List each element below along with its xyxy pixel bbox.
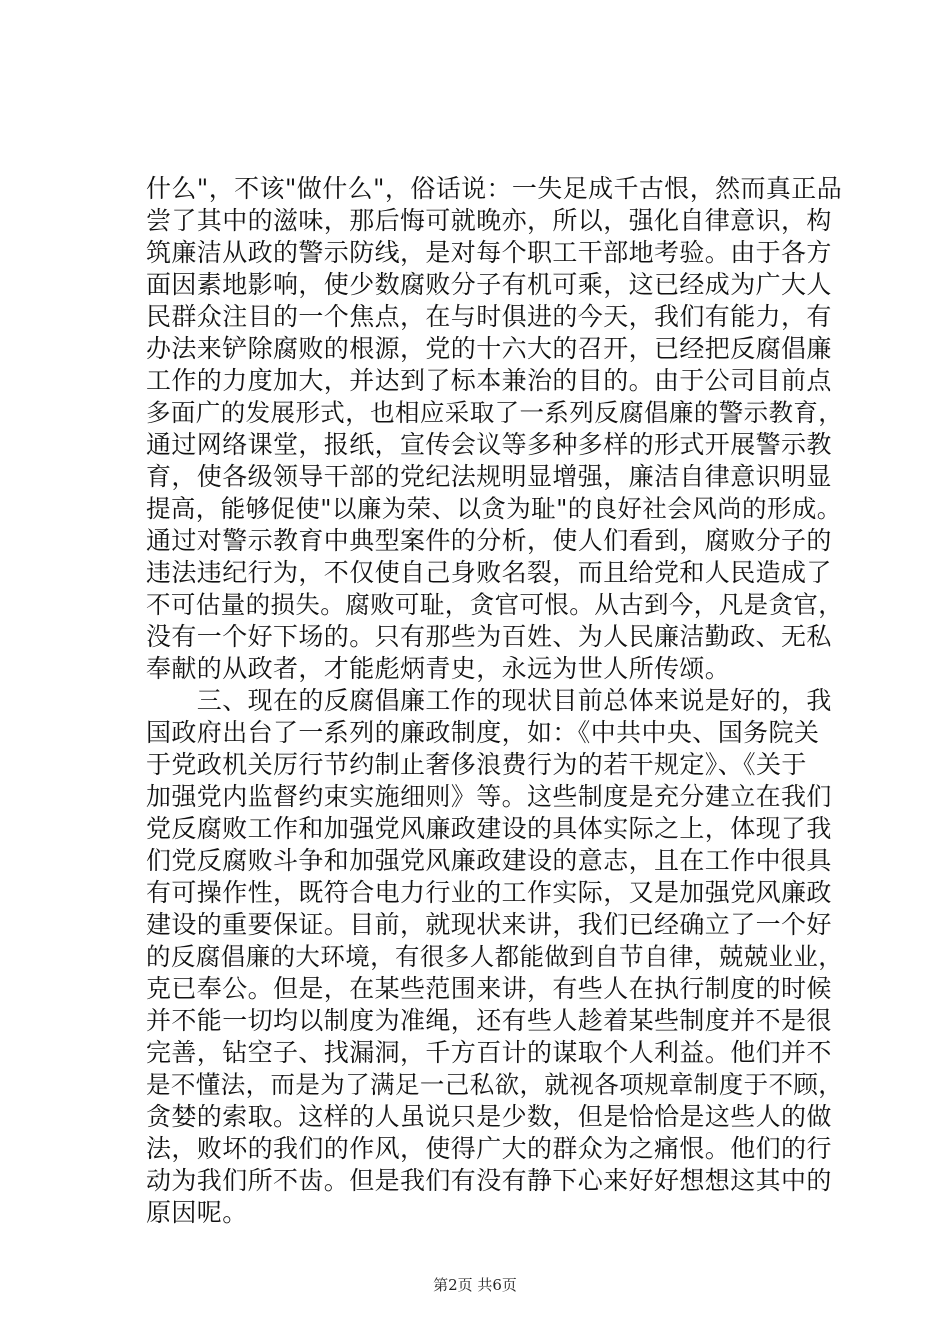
text-line: 三、现在的反腐倡廉工作的现状目前总体来说是好的，我 <box>146 686 832 715</box>
text-line: 不可估量的损失。腐败可耻，贪官可恨。从古到今，凡是贪官， <box>146 590 844 619</box>
text-line: 通过网络课堂，报纸，宣传会议等多种多样的形式开展警示教 <box>146 430 832 459</box>
text-line: 没有一个好下场的。只有那些为百姓、为人民廉洁勤政、无私 <box>146 622 832 651</box>
text-line: 育，使各级领导干部的党纪法规明显增强，廉洁自律意识明显 <box>146 462 832 491</box>
page-footer: 第2页 共6页 <box>433 1276 517 1294</box>
text-line: 办法来铲除腐败的根源，党的十六大的召开，已经把反腐倡廉 <box>146 334 832 363</box>
text-line: 们党反腐败斗争和加强党风廉政建设的意志，且在工作中很具 <box>146 846 832 875</box>
text-line: 工作的力度加大，并达到了标本兼治的目的。由于公司目前点 <box>146 366 832 395</box>
text-line: 加强党内监督约束实施细则》等。这些制度是充分建立在我们 <box>146 782 832 811</box>
text-line: 完善，钻空子、找漏洞，千方百计的谋取个人利益。他们并不 <box>146 1038 832 1067</box>
text-line: 国政府出台了一系列的廉政制度，如：《中共中央、国务院关 <box>146 718 820 747</box>
text-line: 克已奉公。但是，在某些范围来讲，有些人在执行制度的时候 <box>146 974 832 1003</box>
text-line: 违法违纪行为，不仅使自己身败名裂，而且给党和人民造成了 <box>146 558 832 587</box>
text-line: 多面广的发展形式，也相应采取了一系列反腐倡廉的警示教育， <box>146 398 844 427</box>
text-line: 是不懂法，而是为了满足一己私欲，就视各项规章制度于不顾， <box>146 1070 844 1099</box>
text-line: 贪婪的索取。这样的人虽说只是少数，但是恰恰是这些人的做 <box>146 1102 832 1131</box>
text-line: 面因素地影响，使少数腐败分子有机可乘，这已经成为广大人 <box>146 270 832 299</box>
text-line: 筑廉洁从政的警示防线，是对每个职工干部地考验。由于各方 <box>146 238 832 267</box>
text-line: 有可操作性，既符合电力行业的工作实际，又是加强党风廉政 <box>146 878 832 907</box>
text-line: 动为我们所不齿。但是我们有没有静下心来好好想想这其中的 <box>146 1166 832 1195</box>
text-line: 民群众注目的一个焦点，在与时俱进的今天，我们有能力，有 <box>146 302 832 331</box>
text-line: 建设的重要保证。目前，就现状来讲，我们已经确立了一个好 <box>146 910 832 939</box>
text-line: 的反腐倡廉的大环境，有很多人都能做到自节自律，兢兢业业， <box>146 942 844 971</box>
text-line: 什么"，不该"做什么"，俗话说：一失足成千古恨，然而真正品 <box>146 174 843 203</box>
text-line: 奉献的从政者，才能彪炳青史，永远为世人所传颂。 <box>146 654 731 683</box>
text-line: 于党政机关厉行节约制止奢侈浪费行为的若干规定》、《关于 <box>146 750 807 779</box>
text-line: 通过对警示教育中典型案件的分析，使人们看到，腐败分子的 <box>146 526 832 555</box>
text-line: 提高，能够促使"以廉为荣、以贪为耻"的良好社会风尚的形成。 <box>146 494 842 523</box>
text-line: 并不能一切均以制度为准绳，还有些人趁着某些制度并不是很 <box>146 1006 832 1035</box>
text-line: 党反腐败工作和加强党风廉政建设的具体实际之上，体现了我 <box>146 814 832 843</box>
text-line: 法，败坏的我们的作风，使得广大的群众为之痛恨。他们的行 <box>146 1134 832 1163</box>
text-line: 原因呢。 <box>146 1198 248 1227</box>
body-text <box>146 173 846 1229</box>
text-line: 尝了其中的滋味，那后悔可就晚亦，所以，强化自律意识，构 <box>146 206 832 235</box>
